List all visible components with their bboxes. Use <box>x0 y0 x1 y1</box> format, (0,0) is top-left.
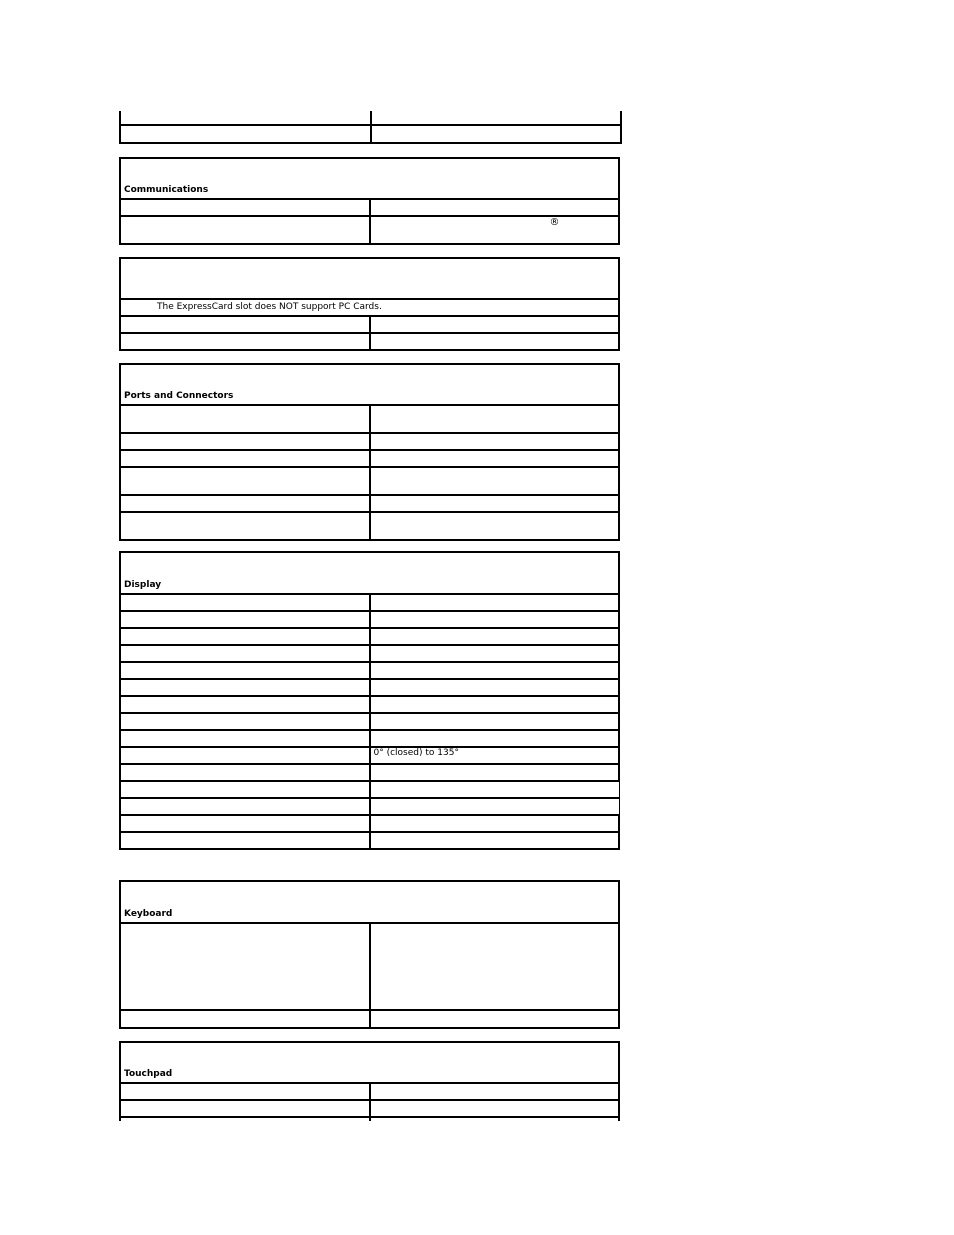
table-cell <box>370 450 620 467</box>
table-cell <box>120 611 370 628</box>
table-cell <box>120 696 370 713</box>
table-cell <box>371 111 621 125</box>
table-cell <box>120 316 370 333</box>
table-cell <box>120 1010 370 1028</box>
table-cell <box>120 662 370 679</box>
table-cell <box>370 316 620 333</box>
table-cell <box>120 512 370 540</box>
table-cell <box>120 798 370 815</box>
table-cell <box>120 645 370 662</box>
table-cell <box>370 679 620 696</box>
section-heading: Display <box>120 552 619 594</box>
table-cell <box>120 495 370 512</box>
table-cell <box>120 781 370 798</box>
table-cell <box>120 333 370 350</box>
table-cell <box>370 512 620 540</box>
table-cell <box>370 781 620 798</box>
section-heading: Communications <box>120 158 619 199</box>
table-cell <box>120 1100 370 1117</box>
communications-table <box>119 157 620 245</box>
section-heading: Keyboard <box>120 881 619 923</box>
table-cell <box>120 923 370 1010</box>
table-cell <box>370 628 620 645</box>
table-cell <box>120 747 370 764</box>
table-cell <box>370 764 620 781</box>
table-cell <box>370 467 620 495</box>
section-heading: Ports and Connectors <box>120 364 619 405</box>
section-heading <box>120 258 619 299</box>
table-cell <box>120 764 370 781</box>
section-heading: Touchpad <box>120 1042 619 1083</box>
table-cell <box>370 594 620 611</box>
table-cell <box>120 1117 370 1121</box>
hinge-range-value: 0° (closed) to 135° <box>370 747 620 764</box>
table-cell <box>370 662 620 679</box>
table-cell <box>120 679 370 696</box>
expresscard-note: The ExpressCard slot does NOT support PC Cards. <box>120 299 619 316</box>
table-cell <box>120 433 370 450</box>
registered-mark: ® <box>549 217 560 228</box>
table-cell <box>370 713 620 730</box>
table-cell <box>120 594 370 611</box>
table-cell <box>370 433 620 450</box>
table-cell <box>120 713 370 730</box>
table-cell <box>120 815 370 832</box>
table-cell <box>370 696 620 713</box>
table-cell <box>370 216 620 244</box>
keyboard-table <box>119 880 620 1029</box>
table-cell <box>370 798 620 815</box>
table-cell <box>370 405 620 433</box>
table-cell <box>120 216 370 244</box>
table-cell <box>370 730 620 747</box>
table-cell <box>370 611 620 628</box>
table-cell <box>120 111 371 125</box>
table-cell <box>370 495 620 512</box>
table-cell <box>370 645 620 662</box>
table-cell <box>370 832 620 849</box>
table-cell <box>370 1010 620 1028</box>
table-cell <box>370 1100 620 1117</box>
table-cell <box>370 333 620 350</box>
table-cell <box>120 628 370 645</box>
expresscard-table <box>119 257 620 351</box>
table-cell <box>120 125 371 143</box>
table-cell <box>120 1083 370 1100</box>
table-cell <box>370 1117 620 1121</box>
ports-connectors-table <box>119 363 620 541</box>
table-cell <box>370 1083 620 1100</box>
table-cell <box>370 199 620 216</box>
touchpad-table <box>119 1041 620 1121</box>
table-cell <box>120 450 370 467</box>
table-cell <box>120 832 370 849</box>
table-cell <box>120 730 370 747</box>
table-cell <box>370 923 620 1010</box>
top-fragment-table <box>119 111 622 144</box>
display-table <box>119 551 620 850</box>
table-cell <box>370 815 620 832</box>
table-cell <box>120 199 370 216</box>
table-cell <box>120 405 370 433</box>
table-cell <box>371 125 621 143</box>
table-cell <box>120 467 370 495</box>
